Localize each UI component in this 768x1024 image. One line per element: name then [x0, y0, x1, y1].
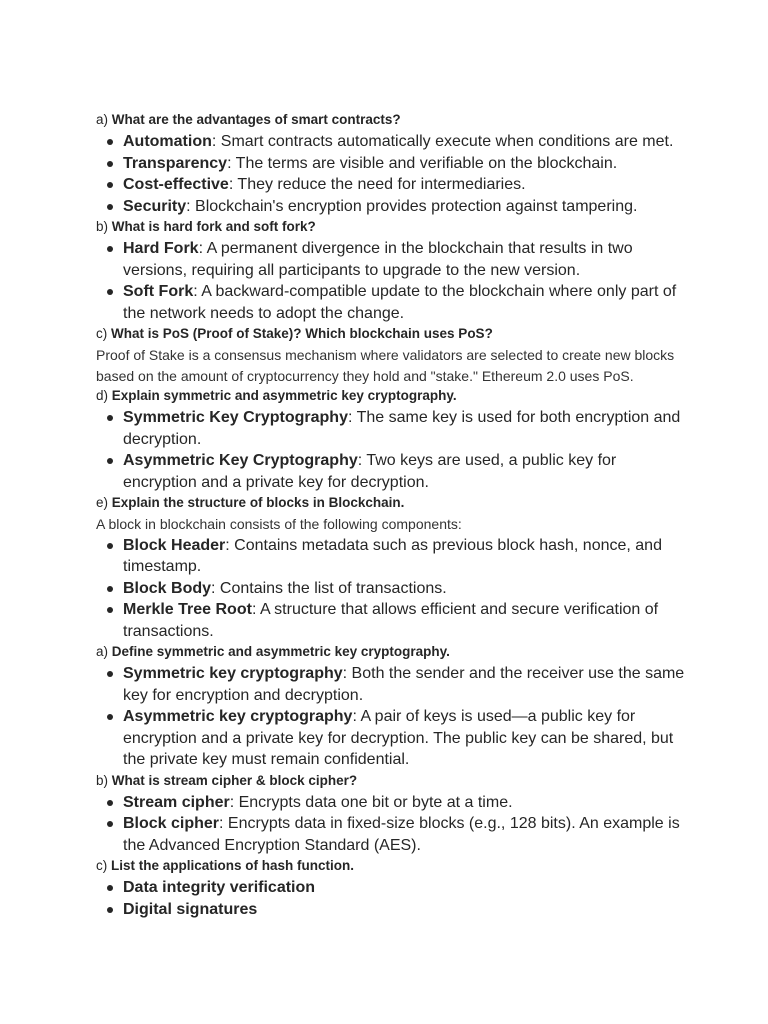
item-text: : They reduce the need for intermediaries. [228, 176, 526, 193]
answer-list [96, 238, 686, 324]
item-term: Merkle Tree Root [123, 601, 252, 618]
list-item [123, 131, 686, 153]
list-item [123, 450, 686, 493]
question-heading [96, 856, 686, 877]
answer-list [96, 792, 686, 857]
list-item [123, 153, 686, 175]
item-term: Transparency [123, 154, 228, 172]
question-text: What is PoS (Proof of Stake)? Which blockchain uses PoS? [111, 326, 493, 341]
question-text: Define symmetric and asymmetric key cryptography. [111, 644, 450, 659]
list-item [123, 407, 686, 450]
item-text: : Contains the list of transactions. [211, 579, 447, 597]
item-text: : A backward-compatible update to the blockchain where only part of the network needs to adopt the change. [123, 283, 677, 322]
item-text: : Contains metadata such as previous block hash, nonce, and timestamp. [123, 536, 662, 575]
section [96, 856, 686, 920]
list-item [123, 792, 686, 814]
item-term: Symmetric key cryptography [123, 665, 343, 682]
question-letter: a) [96, 112, 109, 127]
item-term: Automation [123, 133, 212, 150]
list-item [123, 663, 686, 706]
section [96, 771, 686, 857]
question-text: What is hard fork and soft fork? [111, 219, 316, 234]
list-item [123, 813, 686, 856]
question-text: What are the advantages of smart contracts? [111, 112, 401, 127]
list-item [123, 238, 686, 281]
question-letter: b) [96, 772, 109, 788]
question-letter: c) [96, 858, 108, 873]
question-heading [96, 642, 686, 663]
list-item [123, 174, 686, 196]
item-text: : Encrypts data one bit or byte at a time. [229, 793, 513, 811]
question-text: List the applications of hash function. [111, 858, 355, 873]
question-heading [96, 324, 686, 345]
item-term: Symmetric Key Cryptography [123, 409, 348, 426]
list-item [123, 578, 686, 600]
item-text: : A permanent divergence in the blockchain that results in two versions, requiring all participants to upgrade to the new version. [123, 240, 633, 279]
document-body [96, 110, 686, 920]
question-heading [96, 771, 686, 792]
item-text: : A structure that allows efficient and secure verification of transactions. [123, 601, 659, 640]
list-item [123, 706, 686, 771]
item-term: Block cipher [123, 815, 220, 832]
question-text: Explain the structure of blocks in Blockchain. [111, 495, 405, 510]
item-term: Block Header [123, 536, 226, 554]
question-heading [96, 217, 686, 238]
list-item [123, 196, 686, 218]
item-term: Stream cipher [123, 793, 230, 811]
item-text: : Blockchain's encryption provides protection against tampering. [186, 197, 638, 215]
question-letter: b) [96, 219, 109, 234]
item-text: : The same key is used for both encryption and decryption. [123, 409, 681, 448]
question-letter: e) [96, 495, 109, 510]
section [96, 217, 686, 324]
item-term: Digital signatures [123, 900, 258, 918]
item-text: : Two keys are used, a public key for encryption and a private key for decryption. [123, 452, 617, 491]
item-term: Security [123, 197, 187, 215]
question-heading [96, 386, 686, 407]
question-heading [96, 493, 686, 514]
item-term: Block Body [123, 579, 212, 597]
item-text: : Both the sender and the receiver use the same key for encryption and decryption. [123, 665, 685, 704]
question-letter: c) [96, 326, 108, 341]
section [96, 386, 686, 493]
question-text: Explain symmetric and asymmetric key cryptography. [111, 388, 457, 403]
answer-paragraph: Proof of Stake is a consensus mechanism where validators are selected to create new blocks based on the amount of cryptocurrency they hold and "stake." Ethereum 2.0 uses PoS. [96, 347, 675, 384]
list-item [123, 877, 686, 899]
item-term: Soft Fork [123, 283, 194, 300]
item-text: : The terms are visible and verifiable on the blockchain. [227, 154, 618, 172]
section [96, 110, 686, 217]
item-term: Hard Fork [123, 240, 199, 257]
item-text: : A pair of keys is used—a public key for encryption and a private key for decryption. The public key can be shared, but the private key must remain confidential. [123, 708, 674, 768]
section [96, 493, 686, 642]
section [96, 642, 686, 771]
list-item [123, 899, 686, 921]
item-term: Cost-effective [123, 176, 229, 193]
answer-list [96, 407, 686, 493]
answer-list [96, 877, 686, 920]
item-term: Asymmetric Key Cryptography [123, 452, 358, 469]
list-item [123, 535, 686, 578]
question-text: What is stream cipher & block cipher? [111, 772, 358, 788]
answer-paragraph: A block in blockchain consists of the following components: [96, 516, 462, 532]
list-item [123, 281, 686, 324]
answer-list [96, 131, 686, 217]
item-text: : Encrypts data in fixed-size blocks (e.g., 128 bits). An example is the Advanced Encryption Standard (AES). [123, 815, 680, 854]
answer-list [96, 535, 686, 643]
question-letter: a) [96, 644, 109, 659]
answer-list [96, 663, 686, 771]
item-term: Asymmetric key cryptography [123, 708, 353, 725]
question-letter: d) [96, 388, 109, 403]
item-term: Data integrity verification [123, 879, 316, 896]
question-heading [96, 110, 686, 131]
item-text: : Smart contracts automatically execute when conditions are met. [211, 133, 674, 150]
section [96, 324, 686, 386]
list-item [123, 599, 686, 642]
